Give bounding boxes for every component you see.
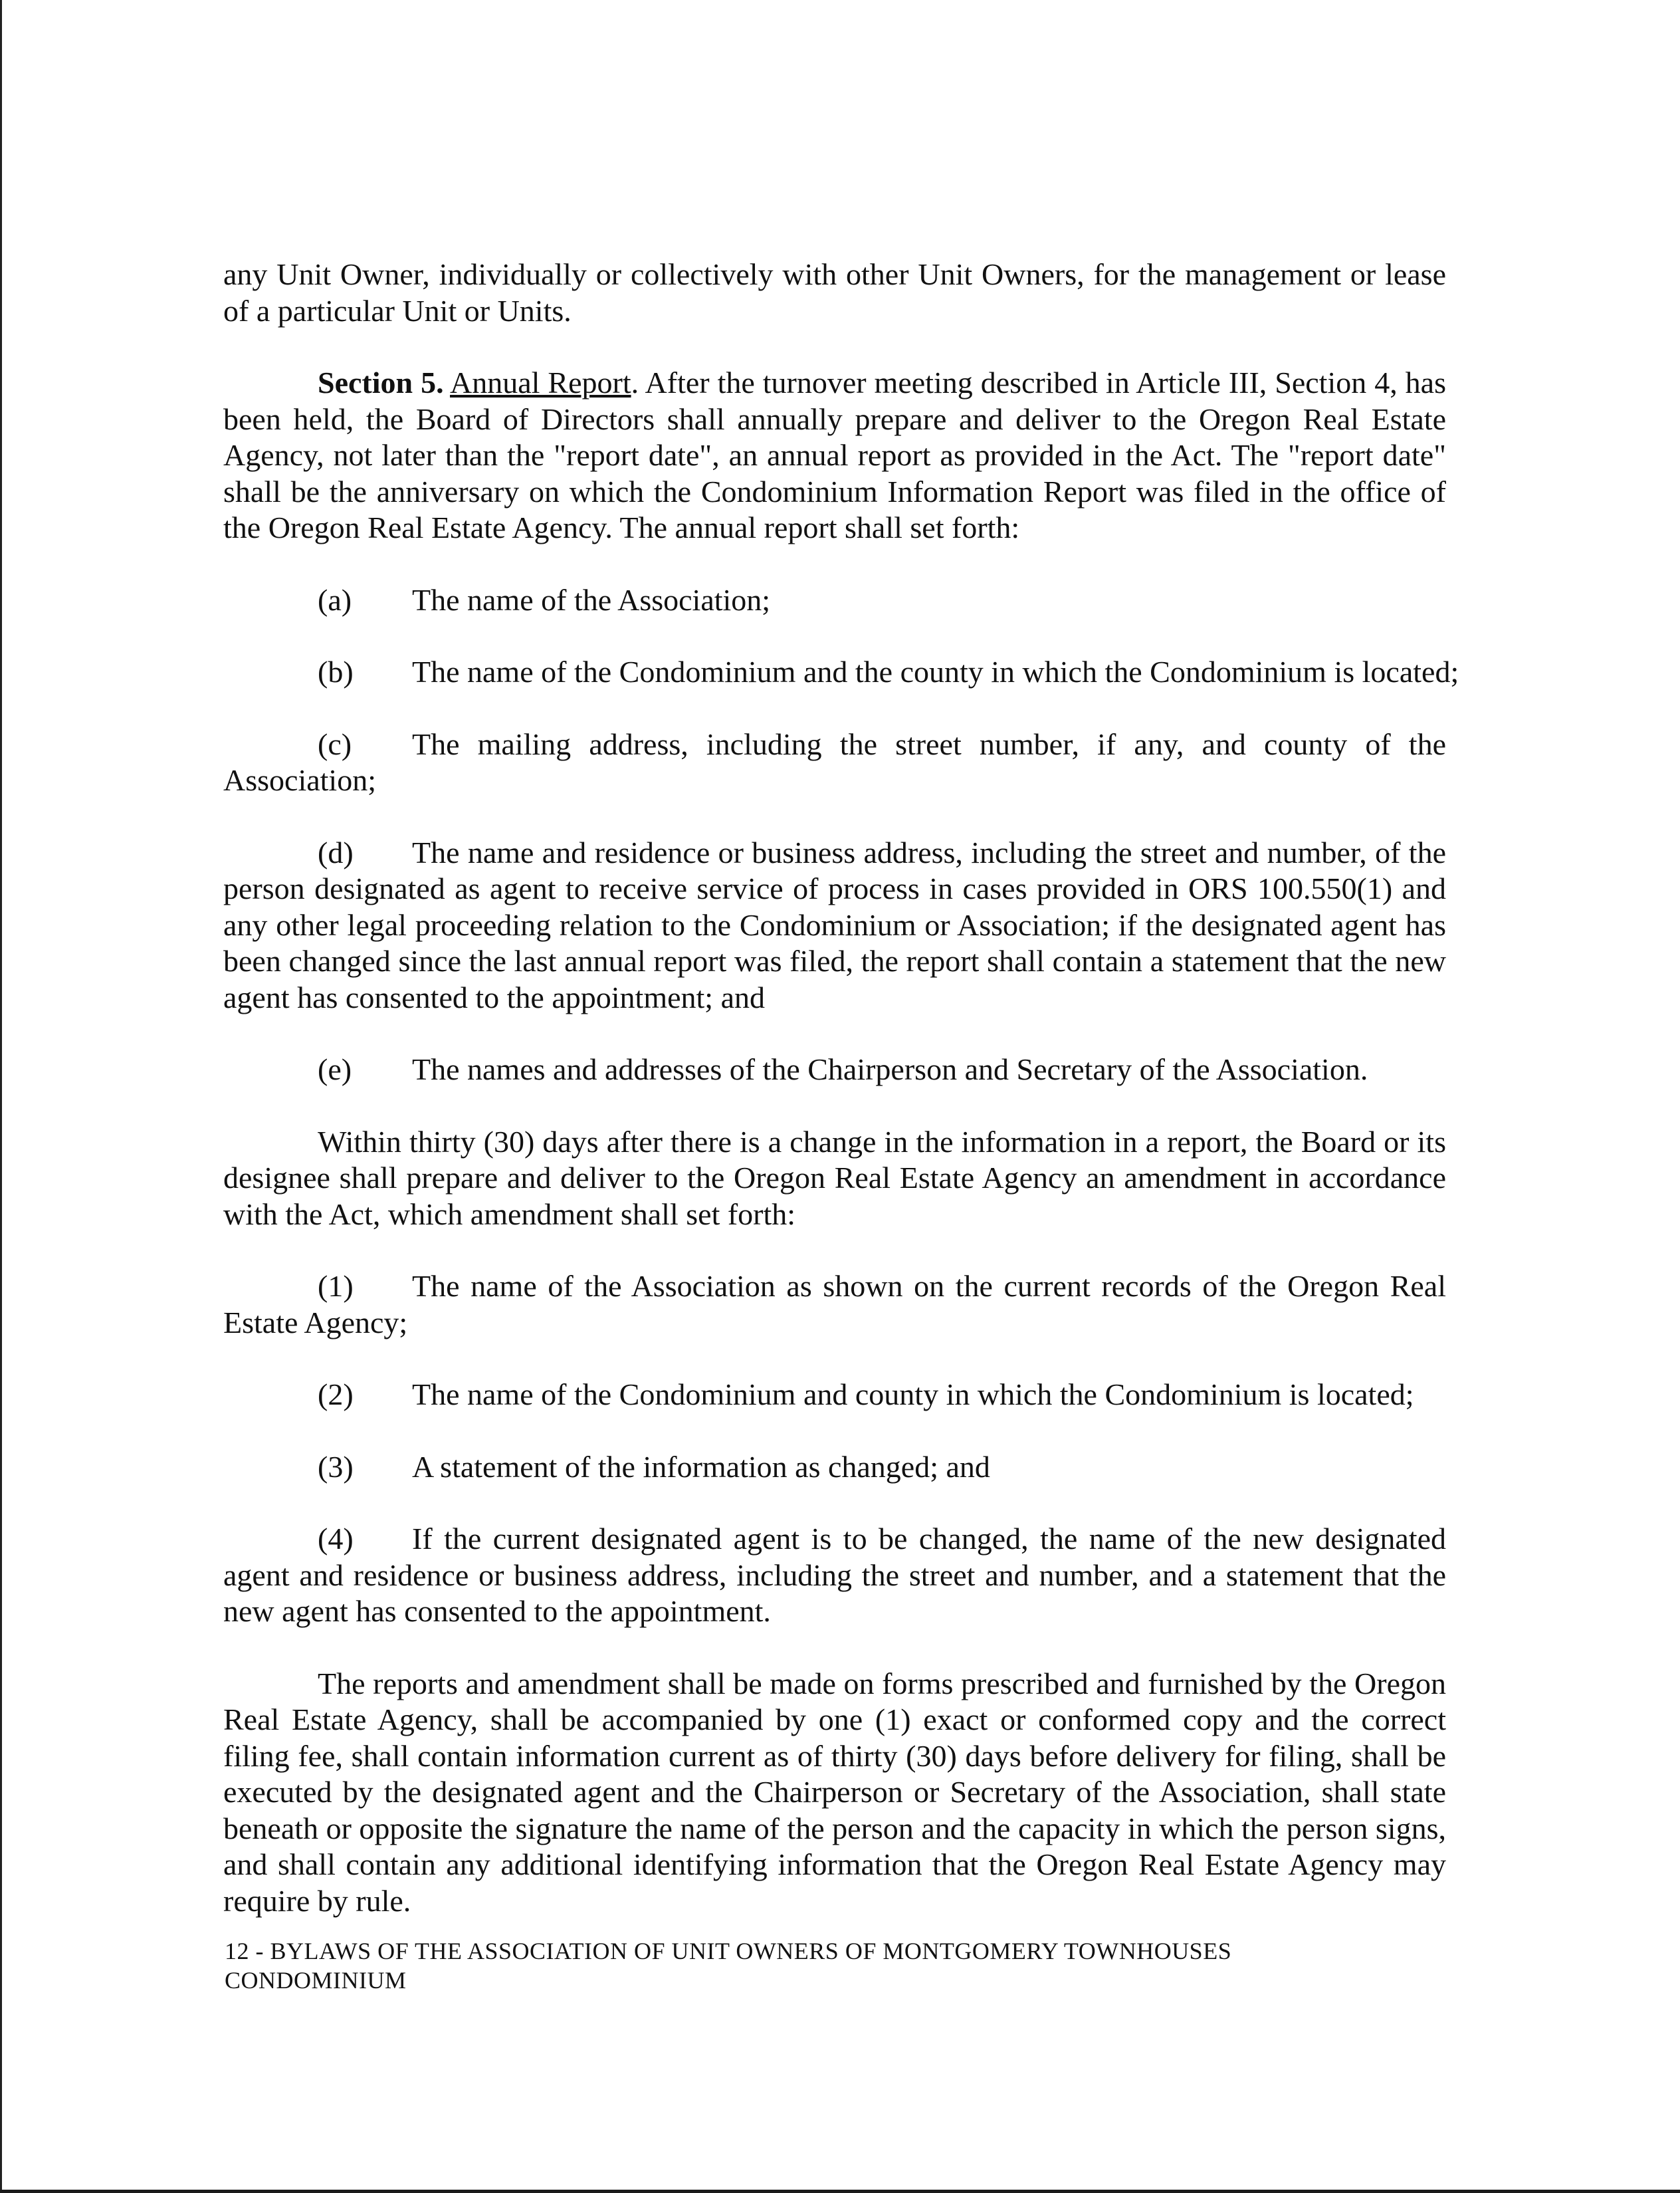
amendment-item-text: A statement of the information as changed; and xyxy=(412,1449,990,1484)
report-item-b xyxy=(318,654,1459,691)
document-body xyxy=(223,257,1459,1955)
section-body: . After the turnover meeting described in Article III, Section 4, has been held, the Board of Directors shall annually prepare and deliver to the Oregon Real Estate Agency, not later than the "report date", an annual report as provided in the Act. The "report date" shall be the anniversary on which the Condominium Information Report was filed in the office of the Oregon Real Estate Agency. The annual report shall set forth: xyxy=(223,366,1446,544)
report-item-a xyxy=(318,582,1446,619)
amendment-item-label: (4) xyxy=(318,1522,354,1556)
amendment-item-2 xyxy=(318,1377,1446,1413)
section-heading: Section 5. xyxy=(318,366,444,400)
report-item-label: (d) xyxy=(318,835,354,869)
report-item-c xyxy=(223,727,1446,799)
report-item-e xyxy=(318,1052,1446,1088)
amendment-item-label: (2) xyxy=(318,1377,354,1411)
amendment-item-label: (3) xyxy=(318,1449,354,1484)
amendment-intro-paragraph: Within thirty (30) days after there is a change in the information in a report, the Board or its designee shall prepare and deliver to the Oregon Real Estate Agency an amendment in accordance with the Act, which amendment shall set forth: xyxy=(223,1124,1446,1231)
amendment-item-1 xyxy=(223,1268,1446,1341)
report-item-d xyxy=(223,835,1446,1016)
amendment-item-label: (1) xyxy=(318,1269,354,1303)
report-item-label: (c) xyxy=(318,727,352,761)
closing-paragraph: The reports and amendment shall be made on forms prescribed and furnished by the Oregon Real Estate Agency, shall be accompanied by one (1) exact or conformed copy and the correct filing fee, shall contain information current as of thirty (30) days before delivery for filing, shall be executed by the designated agent and the Chairperson or Secretary of the Association, shall state beneath or opposite the signature the name of the person and the capacity in which the person signs, and shall contain any additional identifying information that the Oregon Real Estate Agency may require by rule. xyxy=(223,1666,1446,1918)
report-item-text: The name of the Association; xyxy=(412,582,771,617)
report-item-label: (b) xyxy=(318,655,354,689)
opening-paragraph: any Unit Owner, individually or collectively with other Unit Owners, for the management or lease of a particular Unit or Units. xyxy=(223,257,1446,328)
report-item-text: The name of the Condominium and the county in which the Condominium is located; xyxy=(412,655,1459,689)
report-item-label: (e) xyxy=(318,1052,352,1086)
report-item-label: (a) xyxy=(318,582,352,617)
amendment-item-3 xyxy=(318,1449,1446,1486)
amendment-item-text: If the current designated agent is to be changed, the name of the new designated agent and residence or business address, including the street and number, and a statement that the new agent has consented to the appointment. xyxy=(223,1522,1446,1628)
section-5-paragraph xyxy=(223,365,1446,546)
page-footer xyxy=(225,1936,1447,1995)
scan-bottom-border xyxy=(0,2190,1680,2193)
footer-line-1: 12 - BYLAWS OF THE ASSOCIATION OF UNIT OWNERS OF MONTGOMERY TOWNHOUSES xyxy=(225,1938,1232,1964)
scan-left-border xyxy=(0,0,2,2193)
section-title: Annual Report xyxy=(450,366,631,400)
amendment-item-text: The name of the Condominium and county in which the Condominium is located; xyxy=(412,1377,1414,1411)
footer-line-2: CONDOMINIUM xyxy=(225,1967,407,1994)
amendment-item-text: The name of the Association as shown on the current records of the Oregon Real Estate Agency; xyxy=(223,1269,1446,1339)
report-item-text: The names and addresses of the Chairperson and Secretary of the Association. xyxy=(412,1052,1368,1086)
report-item-text: The name and residence or business address, including the street and number, of the person designated as agent to receive service of process in cases provided in ORS 100.550(1) and any other legal proceeding relation to the Condominium or Association; if the designated agent has been changed since the last annual report was filed, the report shall contain a statement that the new agent has consented to the appointment; and xyxy=(223,835,1446,1014)
report-item-text: The mailing address, including the street number, if any, and county of the Association; xyxy=(223,727,1446,797)
amendment-item-4 xyxy=(223,1521,1446,1630)
